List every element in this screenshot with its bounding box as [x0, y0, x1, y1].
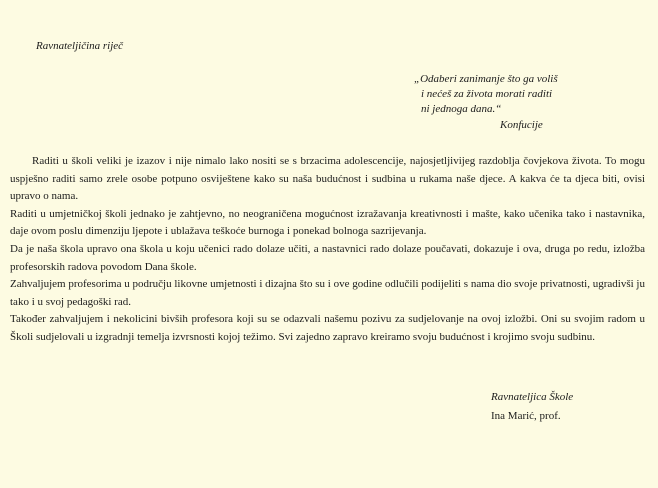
paragraph: Raditi u umjetničkoj školi jednako je zahtjevno, no neograničena mogućnost izražavanja kreativnosti i mašte, kako učenika tako i nastavnika, daje ovom poslu dimenziju ljepote i ublažava teškoće burnoga i ponekad bolnoga sazrijevanja. [10, 207, 645, 238]
page-heading: Ravnateljičina riječ [36, 40, 124, 52]
quote-author: Konfucije [500, 119, 543, 131]
paragraph: Raditi u školi veliki je izazov i nije nimalo lako nositi se s brzacima adolescencije, najosjetljivijeg razdoblja čovjekova života. To mogu uspješno raditi samo zrele osobe potpuno osviještene kako su naša budućnost i sudbina u rukama naše djece. A kakva će ta djeca biti, ovisi upravo o nama. [10, 155, 645, 203]
paragraph: Također zahvaljujem i nekolicini bivših profesora koji su se odazvali našemu pozivu za sudjelovanje na ovoj izložbi. Oni su svojim radom u Školi sudjelovali u izgradnji temelja izvrsnosti kojoj težimo. Svi zajedno zapravo kreiramo svoju budućnost i krojimo svoju sudbinu. [10, 313, 645, 343]
signature-name: Ina Marić, prof. [491, 410, 561, 422]
epigraph-quote [414, 72, 558, 133]
quote-line: ni jednoga dana.“ [421, 103, 502, 115]
signature-role: Ravnateljica Škole [491, 391, 574, 403]
signature-block [491, 388, 573, 426]
quote-line: „Odaberi zanimanje što ga voliš [414, 73, 558, 85]
body-text [10, 153, 645, 347]
paragraph: Da je naša škola upravo ona škola u koju učenici rado dolaze učiti, a nastavnici rado dolaze poučavati, dokazuje i ova, druga po redu, izložba profesorskih radova povodom Dana škole. [10, 242, 645, 273]
paragraph: Zahvaljujem profesorima u području likovne umjetnosti i dizajna što su i ove godine odlučili podijeliti s nama dio svoje privatnosti, ugradivši ju tako i u svoj pedagoški rad. [10, 278, 645, 308]
quote-line: i nećeš za života morati raditi [421, 88, 553, 100]
